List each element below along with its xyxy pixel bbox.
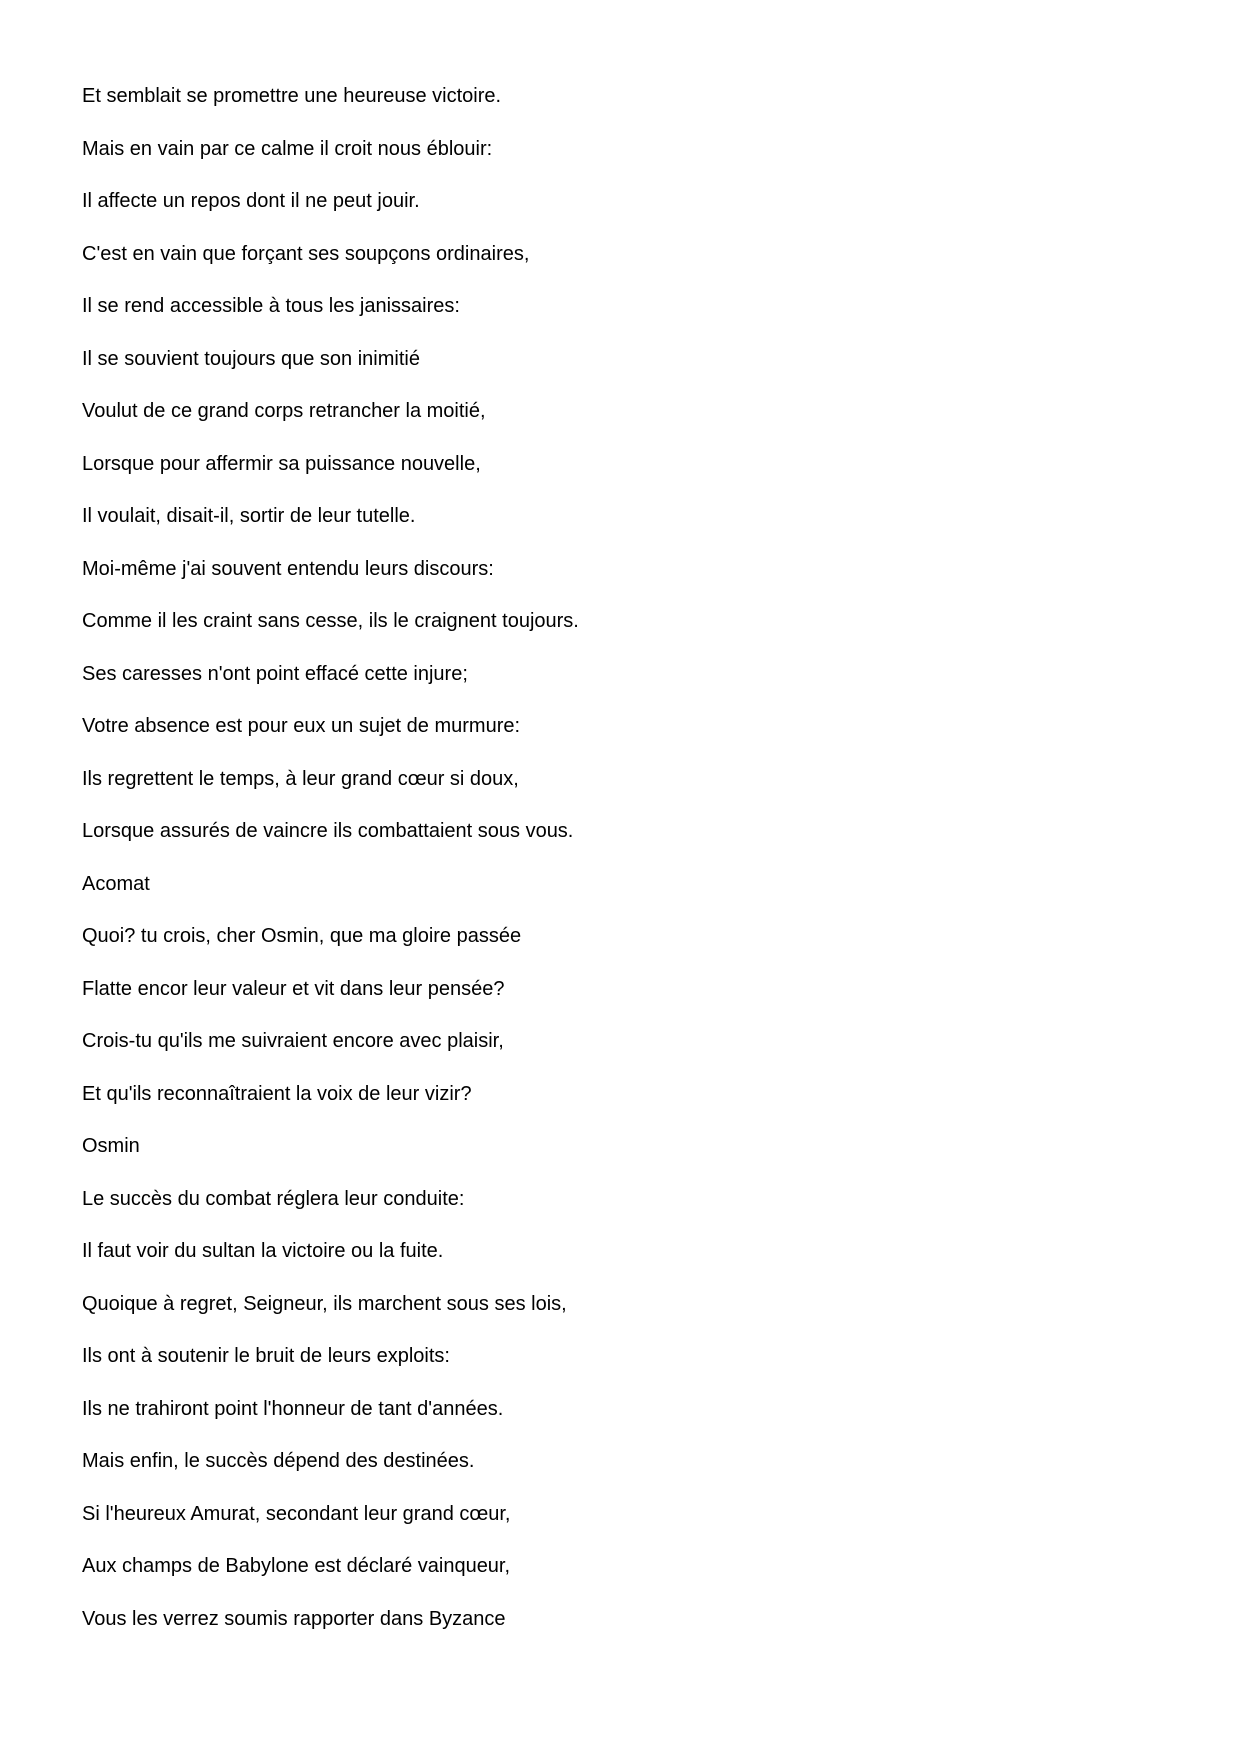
verse-lines [82,76,579,1651]
verse-line: Vous les verrez soumis rapporter dans Byzance [82,1607,506,1630]
verse-line: Quoique à regret, Seigneur, ils marchent sous ses lois, [82,1292,567,1315]
verse-line: Mais enfin, le succès dépend des destinées. [82,1450,475,1472]
verse-line: Quoi? tu crois, cher Osmin, que ma gloire passée [82,925,522,947]
verse-line: Ils ne trahiront point l'honneur de tant d'années. [82,1397,504,1420]
verse-line: Voulut de ce grand corps retrancher la moitié, [82,400,486,422]
speaker-name: Acomat [82,872,150,895]
verse-line: Il faut voir du sultan la victoire ou la fuite. [82,1240,444,1262]
verse-line: Lorsque pour affermir sa puissance nouvelle, [82,452,481,475]
verse-line: Le succès du combat réglera leur conduite: [82,1187,465,1210]
speaker-name: Osmin [82,1135,140,1157]
verse-line: Il affecte un repos dont il ne peut jouir. [82,190,420,212]
verse-line: Et qu'ils reconnaîtraient la voix de leur vizir? [82,1082,472,1105]
verse-line: Comme il les craint sans cesse, ils le craignent toujours. [82,610,579,632]
verse-line: Moi-même j'ai souvent entendu leurs discours: [82,557,494,580]
verse-line: Votre absence est pour eux un sujet de murmure: [82,715,521,737]
verse-line: Crois-tu qu'ils me suivraient encore avec plaisir, [82,1030,504,1052]
verse-line: C'est en vain que forçant ses soupçons ordinaires, [82,242,530,265]
verse-line: Ses caresses n'ont point effacé cette injure; [82,662,468,685]
verse-line: Aux champs de Babylone est déclaré vainqueur, [82,1555,511,1577]
verse-line: Il se rend accessible à tous les janissaires: [82,295,460,317]
verse-line: Et semblait se promettre une heureuse victoire. [82,85,502,107]
verse-line: Lorsque assurés de vaincre ils combattaient sous vous. [82,820,574,842]
verse-line: Si l'heureux Amurat, secondant leur grand cœur, [82,1502,511,1525]
verse-line: Flatte encor leur valeur et vit dans leur pensée? [82,977,505,1000]
verse-line: Ils ont à soutenir le bruit de leurs exploits: [82,1345,450,1367]
verse-line: Il se souvient toujours que son inimitié [82,347,420,370]
verse-line: Mais en vain par ce calme il croit nous éblouir: [82,137,493,160]
verse-line: Ils regrettent le temps, à leur grand cœur si doux, [82,767,519,790]
verse-line: Il voulait, disait-il, sortir de leur tutelle. [82,505,416,527]
